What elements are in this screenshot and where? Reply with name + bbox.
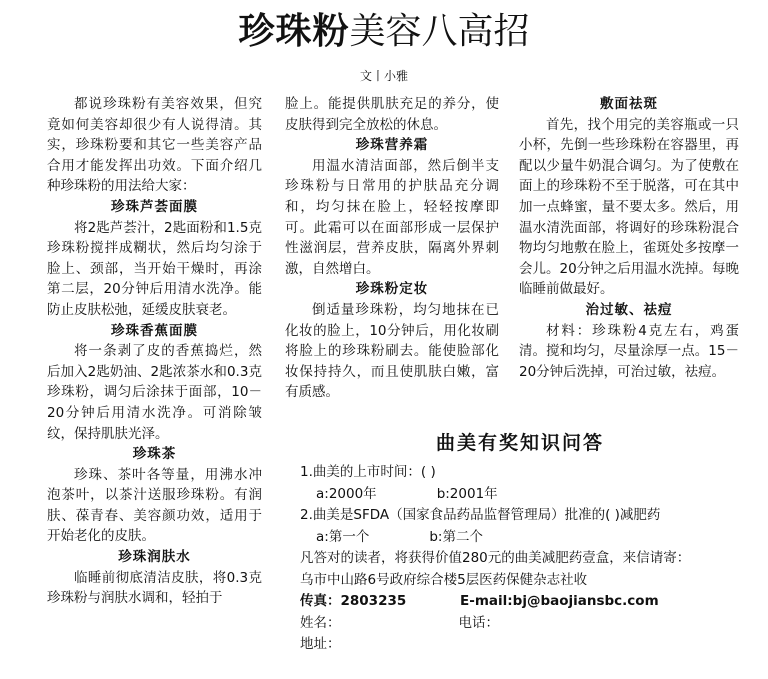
section-heading: 珍珠芦荟面膜: [111, 198, 198, 215]
phone-label: 电话：: [458, 614, 499, 631]
quiz-box: [300, 430, 740, 656]
email-label: E-mail:: [460, 593, 513, 609]
quiz-options-1: [300, 484, 740, 506]
email-block: [460, 591, 659, 613]
quiz-heading: 曲美有奖知识问答: [435, 432, 604, 454]
prize-text: 凡答对的读者，将获得价值280元的曲美减肥药壹盒，来信请寄：: [300, 550, 691, 566]
section-body: 将一条剥了皮的香蕉捣烂，然后加入2匙奶油、2匙浓茶水和0.3克珍珠粉，调匀后涂抹于面部，10－20分钟后用清水洗净。可消除皱纹，保持肌肤光泽。: [47, 343, 262, 442]
quiz-option: a:第一个: [316, 528, 370, 545]
quiz-options-2: [300, 527, 740, 549]
section-body: 将2匙芦荟汁，2匙面粉和1.5克珍珠粉搅拌成糊状，然后均匀涂于脸上、颈部，当开始干燥时，再涂第二层，20分钟后用清水洗净。能防止皮肤松弛，延缓皮肤衰老。: [47, 219, 262, 318]
section-heading: 珍珠粉定妆: [355, 281, 429, 298]
quiz-question-1: 1.曲美的上市时间：( ): [300, 464, 436, 480]
title-bold-part: 珍珠粉: [238, 11, 350, 52]
quiz-question-2: 2.曲美是SFDA（国家食品药品监督管理局）批准的( )减肥药: [300, 507, 661, 523]
intro-paragraph: 都说珍珠粉有美容效果，但究竟如何美容却很少有人说得清。其实，珍珠粉要和其它一些美容产品合用才能发挥出功效。下面介绍几种珍珠粉的用法给大家：: [47, 96, 262, 195]
fax-label: 传真：: [300, 593, 341, 609]
address-label-line: 地址：: [300, 636, 341, 652]
mailing-address: 乌市中山路6号政府综合楼5层医药保健杂志社收: [300, 571, 588, 588]
section-body: 临睡前彻底清洁皮肤，将0.3克珍珠粉与润肤水调和，轻拍于: [47, 569, 262, 607]
section-body: 材料：珍珠粉4克左右，鸡蛋清。搅和均匀，尽量涂厚一点。15－20分钟后洗掉，可治过敏，祛痘。: [519, 322, 739, 380]
continued-paragraph: 脸上。能提供肌肤充足的养分，使皮肤得到完全放松的休息。: [285, 96, 499, 133]
name-phone-line: [300, 613, 740, 635]
article-title: [0, 8, 768, 56]
fax-number: 2803235: [340, 593, 407, 609]
section-heading: 珍珠茶: [132, 446, 177, 463]
column-1: [47, 94, 262, 609]
column-2: [285, 94, 499, 403]
contact-line: [300, 591, 740, 613]
section-body: 用温水清洁面部，然后倒半支珍珠粉与日常用的护肤品充分调和，均匀抹在脸上，轻轻按摩即可。此霜可以在面部形成一层保护性滋润层，营养皮肤，隔离外界刺激，自然增白。: [285, 157, 499, 277]
section-heading: 珍珠香蕉面膜: [111, 322, 198, 339]
section-body: 珍珠、茶叶各等量，用沸水冲泡茶叶，以茶汁送服珍珠粉。有润肤、葆青春、美容颜功效，适用于开始老化的皮肤。: [47, 466, 262, 545]
quiz-option: b:第二个: [429, 528, 483, 545]
quiz-option: a:2000年: [316, 485, 377, 502]
section-body: 倒适量珍珠粉，均匀地抹在已化妆的脸上，10分钟后，用化妆刷将脸上的珍珠粉刷去。能使脸部化妆保持持久，而且使肌肤白嫩，富有质感。: [285, 301, 499, 401]
name-label: 姓名：: [300, 614, 341, 631]
section-heading: 治过敏、祛痘: [585, 301, 673, 318]
section-heading: 敷面祛斑: [600, 96, 658, 112]
column-3: [519, 94, 739, 382]
section-heading: 珍珠营养霜: [355, 137, 429, 154]
quiz-option: b:2001年: [436, 485, 498, 502]
email-address: bj@baojiansbc.com: [512, 593, 659, 609]
section-heading: 珍珠润肤水: [118, 549, 191, 566]
title-rest-part: 美容八高招: [349, 11, 530, 52]
section-body: 首先，找个用完的美容瓶或一只小杯，先倒一些珍珠粉在容器里，再配以少量牛奶混合调匀。为了使敷在面上的珍珠粉不至于脱落，可在其中加一点蜂蜜，量不要太多。然后，用温水清洗面部，将调好的珍珠粉混合物均匀地敷在脸上，雀斑处多按摩一会儿。20分钟之后用温水洗掉。每晚临睡前做最好。: [519, 116, 739, 298]
byline: 文丨小雅: [359, 69, 408, 83]
